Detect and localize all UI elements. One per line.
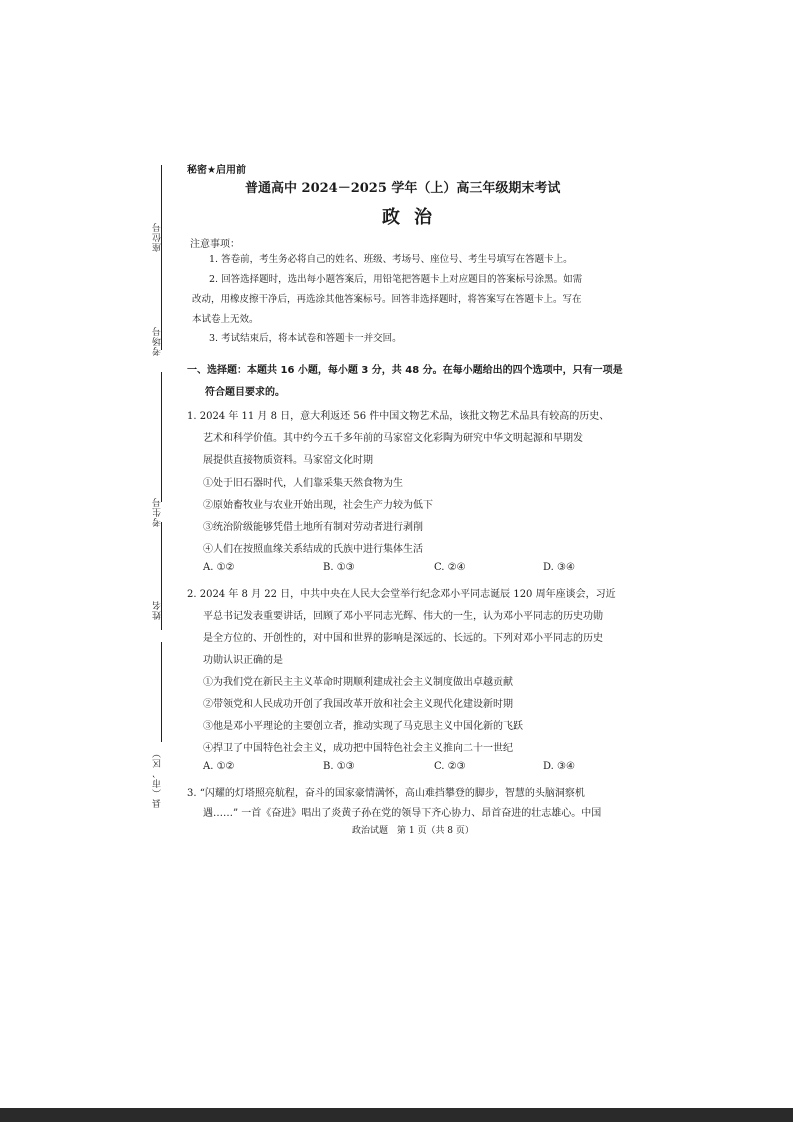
section-heading: 一、选择题：本题共 16 小题，每小题 3 分，共 48 分。在每小题给出的四个选项中，只有一项是 — [187, 365, 623, 376]
binding-line-top — [161, 165, 162, 350]
question-stem: 功勋认识正确的是 — [203, 655, 283, 666]
choice-b: B. ①③ — [323, 562, 355, 573]
question-stem: 展提供直接物质资料。马家窑文化时期 — [203, 455, 373, 466]
choice-d: D. ③④ — [543, 761, 575, 772]
name-label: 姓名 — [153, 600, 163, 620]
question-stem: 艺术和科学价值。其中约今五千多年前的马家窑文化彩陶为研究中华文明起源和早期发 — [203, 433, 583, 444]
choice-a: A. ①② — [203, 761, 235, 772]
statement-item: ③他是邓小平理论的主要创立者，推动实现了马克思主义中国化新的飞跃 — [203, 721, 523, 732]
page-footer: 政治试题 第 1 页（共 8 页） — [352, 826, 474, 836]
choice-c: C. ②③ — [434, 761, 466, 772]
statement-item: ①处于旧石器时代，人们靠采集天然食物为生 — [203, 478, 403, 489]
choice-b: B. ①③ — [323, 761, 355, 772]
question-stem: 3. “闪耀的灯塔照亮航程，奋斗的国家豪情满怀，高山难挡攀登的脚步，智慧的头脑洞察机 — [187, 788, 585, 799]
notice-line: 3. 考试结束后，将本试卷和答题卡一并交回。 — [209, 333, 402, 344]
statement-item: ④捍卫了中国特色社会主义，成功把中国特色社会主义推向二十一世纪 — [203, 743, 513, 754]
subject-title: 政治 — [382, 207, 446, 228]
statement-item: ①为我们党在新民主主义革命时期顺利建成社会主义制度做出卓越贡献 — [203, 677, 513, 688]
notice-line: 改动，用橡皮擦干净后，再选涂其他答案标号。回答非选择题时，将答案写在答题卡上。写在 — [192, 294, 582, 305]
scan-edge — [0, 1108, 793, 1122]
statement-item: ②带领党和人民成功开创了我国改革开放和社会主义现代化建设新时期 — [203, 699, 513, 710]
statement-item: ②原始畜牧业与农业开始出现，社会生产力较为低下 — [203, 500, 433, 511]
exam-title: 普通高中 2024－2025 学年（上）高三年级期末考试 — [245, 181, 561, 196]
question-stem: 1. 2024 年 11 月 8 日，意大利返还 56 件中国文物艺术品，该批文物艺术品具有较高的历史、 — [187, 411, 610, 422]
notice-heading: 注意事项： — [190, 239, 240, 250]
choice-d: D. ③④ — [543, 562, 575, 573]
choice-a: A. ①② — [203, 562, 235, 573]
exam-room-label: 考场号 — [153, 326, 163, 356]
seat-number-label: 座位号 — [153, 222, 163, 252]
binding-line-middle — [161, 372, 162, 502]
question-stem: 遇……” 一首《奋进》唱出了炎黄子孙在党的领导下齐心协力、昂首奋进的壮志雄心。中国 — [203, 808, 602, 819]
binding-line-bottom — [161, 642, 162, 742]
question-stem: 2. 2024 年 8 月 22 日，中共中央在人民大会堂举行纪念邓小平同志诞辰 120 周年座谈会，习近 — [187, 589, 616, 600]
statement-item: ③统治阶级能够凭借土地所有制对劳动者进行剥削 — [203, 522, 423, 533]
section-heading-cont: 符合题目要求的。 — [205, 387, 285, 398]
exam-number-label: 考生号 — [153, 497, 163, 527]
question-stem: 平总书记发表重要讲话，回顾了邓小平同志光辉、伟大的一生，认为邓小平同志的历史功勋 — [203, 611, 603, 622]
confidential-mark: 秘密★启用前 — [187, 165, 246, 176]
statement-item: ④人们在按照血缘关系结成的氏族中进行集体生活 — [203, 544, 423, 555]
choice-c: C. ②④ — [434, 562, 466, 573]
county-label: 县（市、区） — [153, 748, 163, 808]
question-stem: 是全方位的、开创性的，对中国和世界的影响是深远的、长远的。下列对邓小平同志的历史 — [203, 633, 603, 644]
notice-line: 本试卷上无效。 — [192, 314, 259, 325]
notice-line: 2. 回答选择题时，选出每小题答案后，用铅笔把答题卡上对应题目的答案标号涂黑。如需 — [209, 274, 583, 285]
notice-line: 1. 答卷前，考生务必将自己的姓名、班级、考场号、座位号、考生号填写在答题卡上。 — [209, 254, 573, 265]
